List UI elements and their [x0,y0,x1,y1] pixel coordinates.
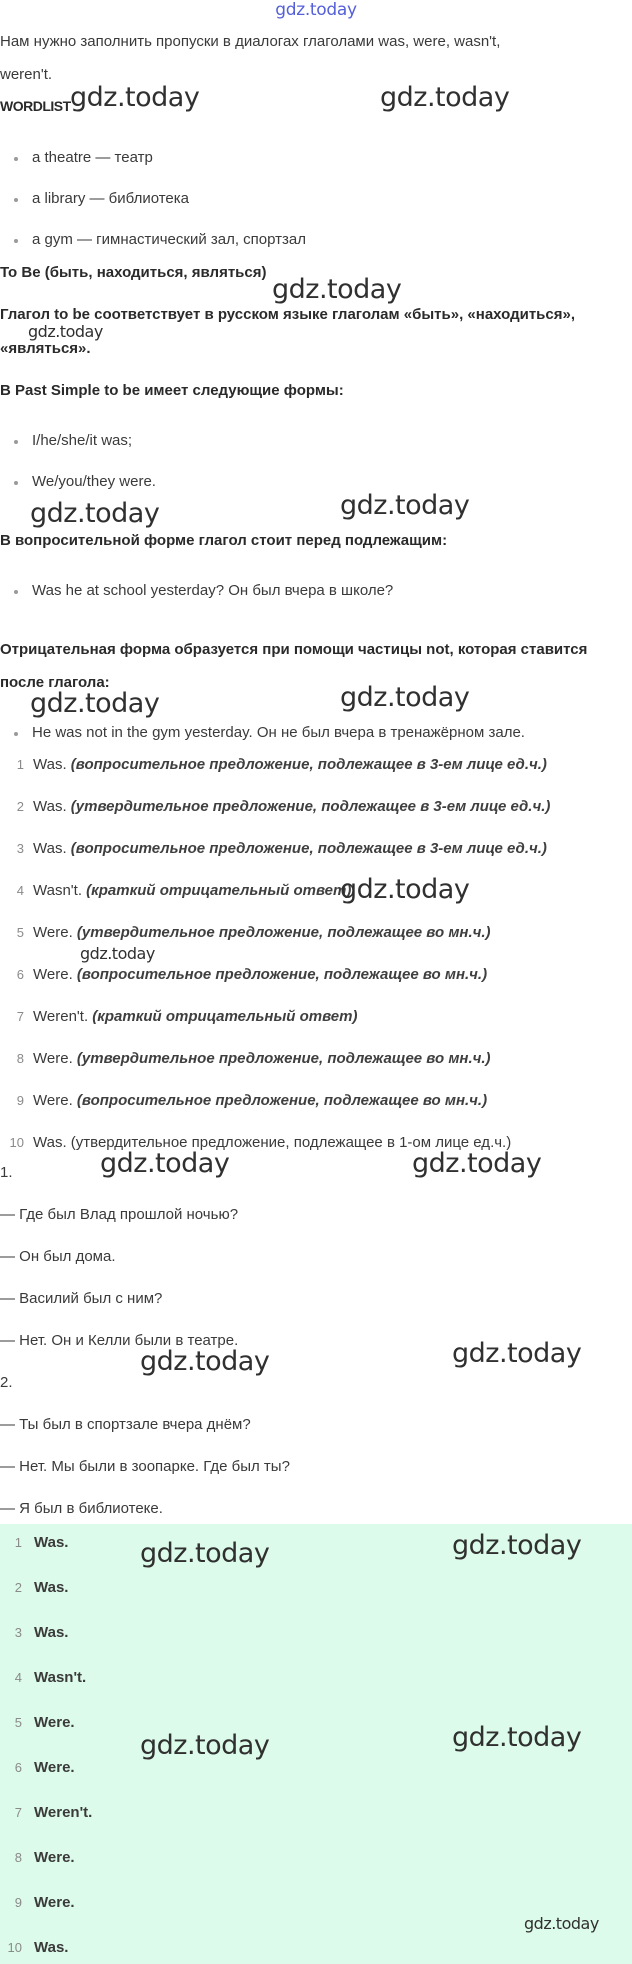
watermark: gdz.today [412,1148,542,1179]
negative-example: He was not in the gym yesterday. Он не был вчера в тренажёрном зале. [14,724,525,741]
watermark: gdz.today [140,1730,270,1761]
site-title[interactable]: gdz.today [275,0,357,20]
dialogue-line: — Ты был в спортзале вчера днём? [0,1416,251,1433]
answer-item: 8 Were. [14,1849,75,1866]
form-item: I/he/she/it was; [14,432,132,449]
dialogue-1-label: 1. [0,1164,13,1181]
explanation-item: 10 Was. (утвердительное предложение, подлежащее в 1-ом лице ед.ч.) [0,1134,511,1151]
watermark: gdz.today [100,1148,230,1179]
item-number: 4 [16,883,24,898]
watermark: gdz.today [30,498,160,529]
grammar-desc-line-1: Глагол to be соответствует в русском языке глаголам «быть», «находиться», [0,306,576,323]
explanation-item: 8 Were. (утвердительное предложение, подлежащее во мн.ч.) [0,1050,491,1067]
grammar-desc-line-2: «являться». [0,340,91,357]
watermark: gdz.today [452,1722,582,1753]
item-number: 3 [16,841,24,856]
dialogue-line: — Где был Влад прошлой ночью? [0,1206,239,1223]
answer-item: 4 Wasn't. [14,1669,87,1686]
watermark: gdz.today [140,1346,270,1377]
watermark: gdz.today [30,688,160,719]
answer-item: 2 Was. [14,1579,69,1596]
wordlist-item: a gym — гимнастический зал, спортзал [14,231,306,248]
watermark: gdz.today [70,82,200,113]
watermark: gdz.today [452,1530,582,1561]
past-simple-heading: В Past Simple to be имеет следующие формы: [0,382,344,399]
negative-line-2: после глагола: [0,674,110,691]
answer-item: 5 Were. [14,1714,75,1731]
wordlist-title: WORDLIST [0,98,71,114]
wordlist-item: a library — библиотека [14,190,189,207]
form-item: We/you/they were. [14,473,156,490]
intro-line-1: Нам нужно заполнить пропуски в диалогах глаголами was, were, wasn't, [0,33,501,50]
explanation-item: 1 Was. (вопросительное предложение, подлежащее в 3-ем лице ед.ч.) [0,756,547,773]
item-number: 9 [16,1093,24,1108]
item-number: 8 [16,1051,24,1066]
answer-item: 6 Were. [14,1759,75,1776]
item-number: 5 [16,925,24,940]
dialogue-line: — Я был в библиотеке. [0,1500,163,1517]
item-number: 6 [16,967,24,982]
answer-item: 1 Was. [14,1534,69,1551]
item-number: 1 [16,757,24,772]
watermark: gdz.today [140,1538,270,1569]
explanation-item: 2 Was. (утвердительное предложение, подлежащее в 3-ем лице ед.ч.) [0,798,550,815]
dialogue-line: — Он был дома. [0,1248,116,1265]
watermark: gdz.today [340,490,470,521]
watermark: gdz.today [452,1338,582,1369]
question-example: Was he at school yesterday? Он был вчера в школе? [14,582,393,599]
dialogue-line: — Нет. Он и Келли были в театре. [0,1332,239,1349]
explanation-item: 5 Were. (утвердительное предложение, подлежащее во мн.ч.) [0,924,491,941]
watermark: gdz.today [340,682,470,713]
grammar-heading: To Be (быть, находиться, являться) [0,264,267,281]
question-heading: В вопросительной форме глагол стоит перед подлежащим: [0,532,448,549]
watermark: gdz.today [80,944,155,963]
item-number: 10 [9,1135,24,1150]
dialogue-line: — Василий был с ним? [0,1290,163,1307]
explanation-item: 7 Weren't. (краткий отрицательный ответ) [0,1008,357,1025]
answer-item: 3 Was. [14,1624,69,1641]
answer-item: 9 Were. [14,1894,75,1911]
item-number: 7 [16,1009,24,1024]
item-number: 2 [16,799,24,814]
answer-item: 7 Weren't. [14,1804,93,1821]
explanation-item: 3 Was. (вопросительное предложение, подлежащее в 3-ем лице ед.ч.) [0,840,547,857]
explanation-item: 4 Wasn't. (краткий отрицательный ответ) [0,882,351,899]
negative-line-1: Отрицательная форма образуется при помощи частицы not, которая ставится [0,641,588,658]
dialogue-line: — Нет. Мы были в зоопарке. Где был ты? [0,1458,290,1475]
explanation-item: 6 Were. (вопросительное предложение, подлежащее во мн.ч.) [0,966,487,983]
answer-item: 10 Was. [7,1939,69,1956]
watermark: gdz.today [524,1914,599,1933]
wordlist-item: a theatre — театр [14,149,153,166]
watermark: gdz.today [380,82,510,113]
watermark: gdz.today [272,274,402,305]
dialogue-2-label: 2. [0,1374,13,1391]
watermark: gdz.today [340,874,470,905]
watermark: gdz.today [28,322,103,341]
explanation-item: 9 Were. (вопросительное предложение, подлежащее во мн.ч.) [0,1092,487,1109]
intro-line-2: weren't. [0,66,53,83]
